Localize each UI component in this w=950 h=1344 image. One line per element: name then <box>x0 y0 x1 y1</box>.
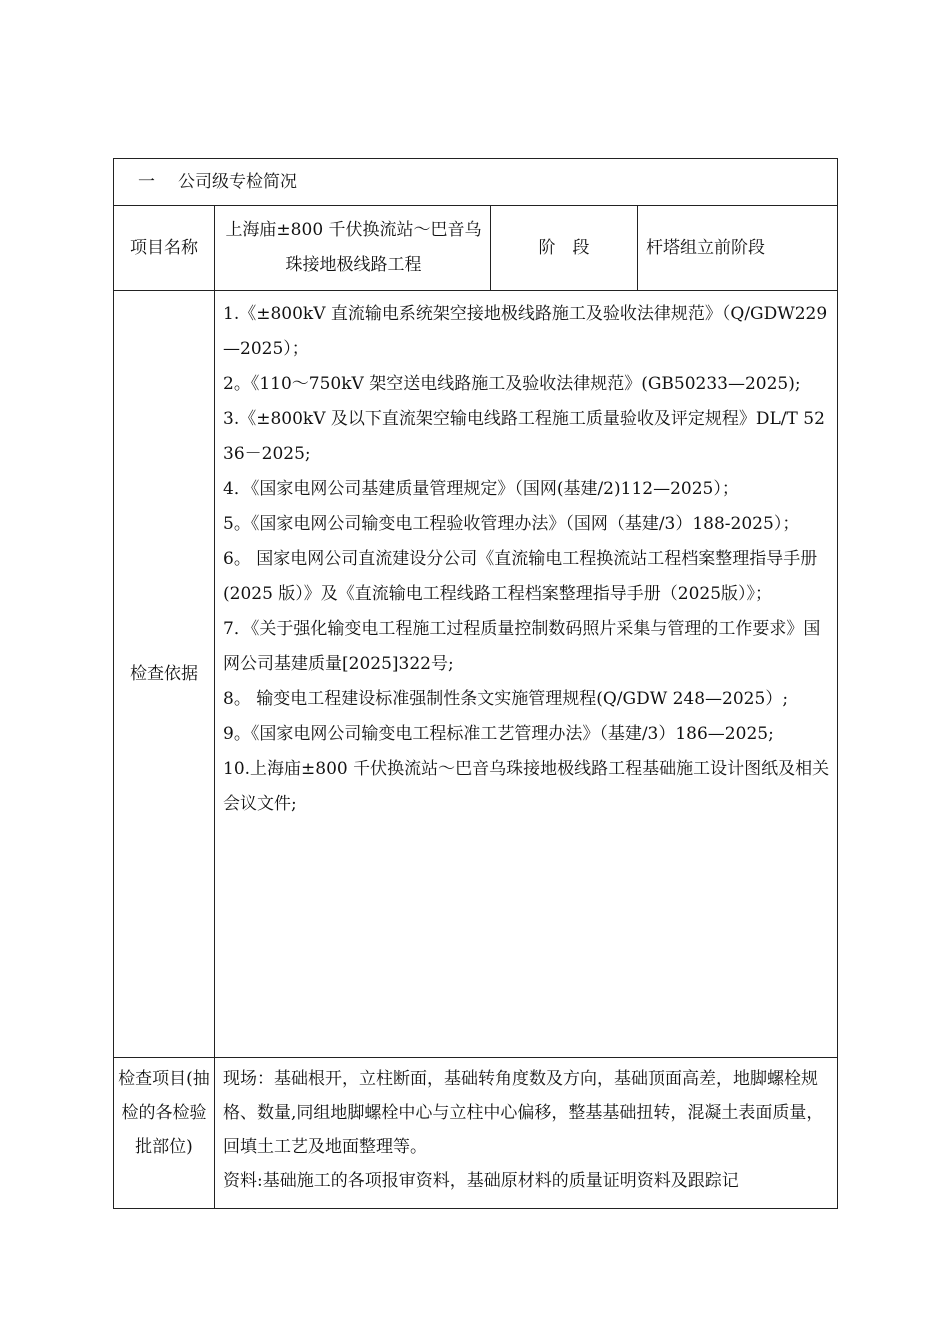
project-row <box>114 206 838 291</box>
inspection-content <box>215 1058 838 1209</box>
project-name-value: 上海庙±800 千伏换流站～巴音乌珠接地极线路工程 <box>215 206 491 291</box>
basis-item: 6。 国家电网公司直流建设分公司《直流输电工程换流站工程档案整理指导手册(2025 版）》及《直流输电工程线路工程档案整理指导手册（2025版）》； <box>223 549 818 604</box>
basis-item: 4．《国家电网公司基建质量管理规定》（国网(基建/2)112—2025）； <box>223 479 739 499</box>
section-title: 公司级专检简况 <box>178 171 297 192</box>
basis-item: 2。《110～750kV 架空送电线路施工及验收法律规范》(GB50233—2025); <box>223 374 801 394</box>
inspection-docs-text: 资料:基础施工的各项报审资料，基础原材料的质量证明资料及跟踪记 <box>223 1171 739 1191</box>
inspection-site-text: 现场：基础根开，立柱断面，基础转角度数及方向，基础顶面高差，地脚螺栓规格、数量,同组地脚螺栓中心与立柱中心偏移，整基基础扭转，混凝土表面质量，回填土工艺及地面整理等。 <box>223 1069 824 1157</box>
inspection-row <box>114 1058 838 1209</box>
basis-item: 9。《国家电网公司输变电工程标准工艺管理办法》（基建/3）186—2025; <box>223 724 774 744</box>
basis-item: 3.《±800kV 及以下直流架空输电线路工程施工质量验收及评定规程》DL/T 5236－2025; <box>223 409 825 464</box>
section-header-row <box>114 159 838 206</box>
basis-item: 1.《±800kV 直流输电系统架空接地极线路施工及验收法律规范》（Q/GDW229—2025）； <box>223 304 828 359</box>
basis-item: 5。《国家电网公司输变电工程验收管理办法》（国网（基建/3）188-2025）； <box>223 514 800 534</box>
stage-label: 阶 段 <box>491 206 638 291</box>
basis-row <box>114 291 838 1058</box>
basis-item: 10.上海庙±800 千伏换流站～巴音乌珠接地极线路工程基础施工设计图纸及相关会议文件; <box>223 759 830 814</box>
basis-list <box>215 291 838 1058</box>
inspection-label: 检查项目(抽检的各检验批部位) <box>114 1058 215 1209</box>
project-name-label: 项目名称 <box>114 206 215 291</box>
basis-item: 8。 输变电工程建设标准强制性条文实施管理规程(Q/GDW 248—2025）; <box>223 689 789 709</box>
stage-value: 杆塔组立前阶段 <box>638 206 838 291</box>
section-header <box>114 159 838 206</box>
basis-label: 检查依据 <box>114 291 215 1058</box>
inspection-summary-table <box>113 158 838 1209</box>
section-number: 一 <box>138 171 155 192</box>
basis-item: 7．《关于强化输变电工程施工过程质量控制数码照片采集与管理的工作要求》国网公司基建质量[2025]322号; <box>223 619 821 674</box>
